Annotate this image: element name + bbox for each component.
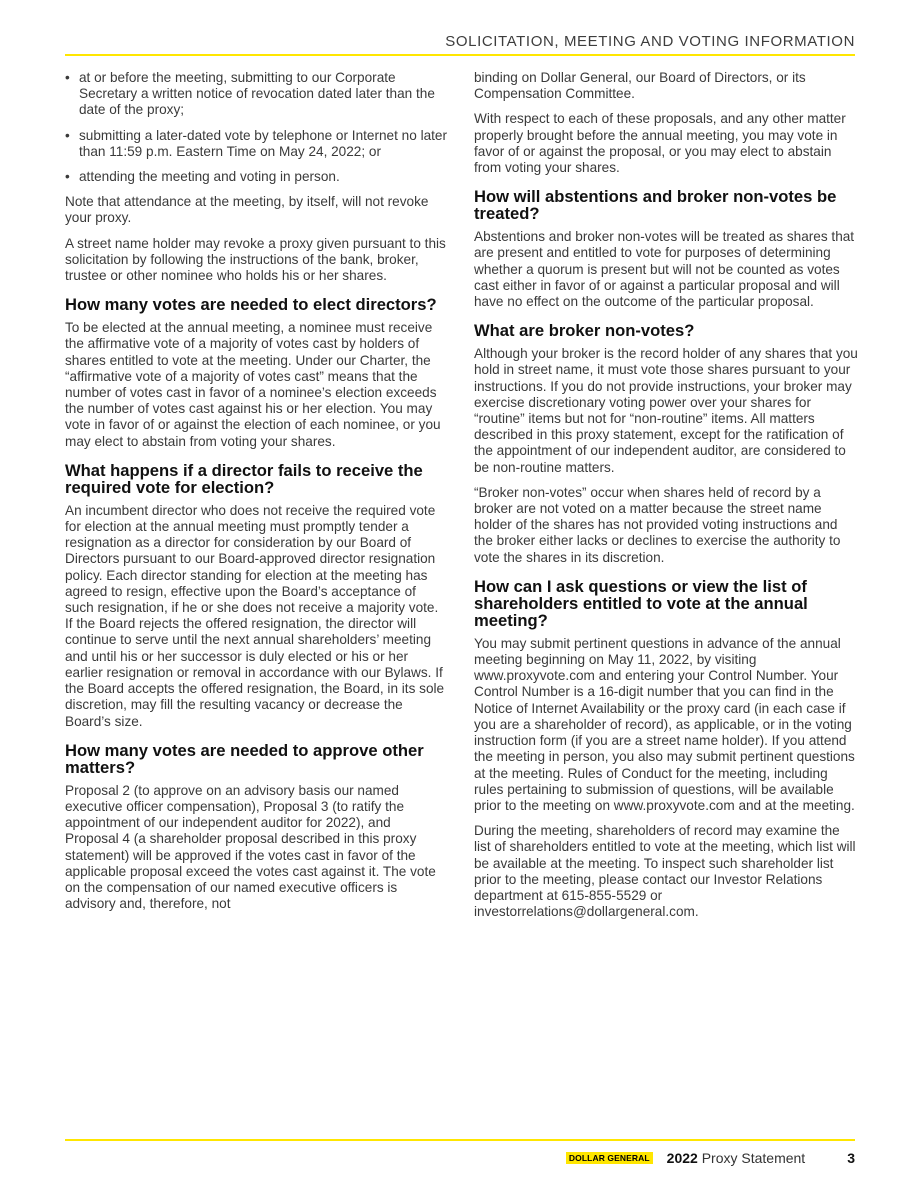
paragraph-broker-non-votes-1: Although your broker is the record holder of any shares that you hold in street name, it must vote those shares pursuant to your instructions. If you do not provide instructions, your broker may exercise discretionary voting power over your shares for “routine” items but not for “non-routine” items. All matters described in this proxy statement, except for the ratification of the appointment of our independent auditor, are considered to be non-routine matters. <box>474 346 858 475</box>
heading-elect-directors: How many votes are needed to elect directors? <box>65 295 437 315</box>
left-column <box>65 70 448 921</box>
paragraph-attendance: Note that attendance at the meeting, by itself, will not revoke your proxy. <box>65 194 429 226</box>
paragraph-questions-2: During the meeting, shareholders of record may examine the list of shareholders entitled to vote at the meeting, which list will be available at the meeting. To inspect such shareholder list prior to the meeting, please contact our Investor Relations department at 615-855-5529 or investorrelations@dollargeneral.com. <box>474 823 856 920</box>
section-title: SOLICITATION, MEETING AND VOTING INFORMATION <box>445 33 855 50</box>
paragraph-respect: With respect to each of these proposals, and any other matter properly brought before the annual meeting, you may vote in favor of or against the proposal, or you may elect to abstain from voting your shares. <box>474 111 846 176</box>
revocation-methods-list <box>65 70 448 185</box>
paragraph-director-fails: An incumbent director who does not receive the required vote for election at the annual meeting must promptly tender a resignation as a director for consideration by our Board of Directors pursuant to our Board-approved director resignation policy. Each director standing for election at the meeting has agreed to resign, effective upon the Board’s acceptance of such resignation, if he or she does not receive a majority vote. If the Board rejects the offered resignation, the director will continue to serve until the next annual shareholders’ meeting and until his or her successor is duly elected or his or her earlier resignation or removal in accordance with our Bylaws. If the Board accepts the offered resignation, the Board, in its sole discretion, may fill the resulting vacancy or decrease the Board’s size. <box>65 502 445 729</box>
footer-doc-label <box>667 1150 806 1166</box>
dollar-general-logo: DOLLAR GENERAL <box>566 1152 653 1164</box>
right-column <box>474 70 858 929</box>
list-item: • attending the meeting and voting in person. <box>65 169 448 185</box>
paragraph-other-matters: Proposal 2 (to approve on an advisory basis our named executive officer compensation), Proposal 3 (to ratify the appointment of our independent auditor for 2022), and Proposal 4 (a shareholder proposal described in this proxy statement) will be approved if the votes cast in favor of the applicable proposal exceed the votes cast against it. The vote on the compensation of our named executive officers is advisory and, therefore, not <box>65 782 436 912</box>
page-number: 3 <box>847 1150 855 1166</box>
heading-broker-non-votes: What are broker non-votes? <box>474 321 695 341</box>
heading-director-fails: What happens if a director fails to receive the required vote for election? <box>65 460 423 497</box>
paragraph-binding: binding on Dollar General, our Board of Directors, or its Compensation Committee. <box>474 70 806 102</box>
paragraph-elect-directors: To be elected at the annual meeting, a nominee must receive the affirmative vote of a majority of votes cast by holders of shares entitled to vote at the meeting. Under our Charter, the “affirmative vote of a majority of votes cast” means that the number of votes cast in favor of a nominee’s election exceeds the number of votes cast against his or her election. You may vote in favor of or against the election of each nominee, or you may elect to abstain from voting your shares. <box>65 320 441 449</box>
paragraph-abstentions: Abstentions and broker non-votes will be treated as shares that are present and entitled to vote for purposes of determining whether a quorum is present but will not be counted as votes cast either in favor of or against a particular proposal and will have no effect on the outcome of the particular proposal. <box>474 229 855 310</box>
footer-divider <box>65 1139 855 1141</box>
footer-bar <box>566 1150 855 1166</box>
list-item: • submitting a later-dated vote by telephone or Internet no later than 11:59 p.m. Eastern Time on May 24, 2022; or <box>65 128 448 160</box>
paragraph-street-name: A street name holder may revoke a proxy given pursuant to this solicitation by following the instructions of the bank, broker, trustee or other nominee who holds his or her shares. <box>65 235 446 284</box>
header-divider <box>65 54 855 56</box>
heading-other-matters: How many votes are needed to approve other matters? <box>65 740 424 777</box>
footer-doc-title: Proxy Statement <box>701 1150 806 1166</box>
heading-questions: How can I ask questions or view the list of shareholders entitled to vote at the annual meeting? <box>474 576 808 630</box>
paragraph-questions-1: You may submit pertinent questions in advance of the annual meeting beginning on May 11, 2022, by visiting www.proxyvote.com and entering your Control Number. Your Control Number is a 16-digit number that you can find in the Notice of Internet Availability or the proxy card (in each case if you are a shareholder of record), as applicable, or in the voting instruction form (if you are a street name holder). If you attend the meeting in person, you also may submit pertinent questions at the meeting. Rules of Conduct for the meeting, including rules pertaining to submission of questions, will be available prior to the meeting on www.proxyvote.com and at the meeting. <box>474 635 855 813</box>
footer-year: 2022 <box>666 1150 698 1166</box>
list-item: • at or before the meeting, submitting to our Corporate Secretary a written notice of revocation dated later than the date of the proxy; <box>65 70 448 119</box>
heading-abstentions: How will abstentions and broker non-votes be treated? <box>474 187 837 224</box>
paragraph-broker-non-votes-2: “Broker non-votes” occur when shares held of record by a broker are not voted on a matter because the street name holder of the shares has not provided voting instructions and the broker either lacks or declines to exercise the authority to vote the shares in its discretion. <box>474 484 841 565</box>
